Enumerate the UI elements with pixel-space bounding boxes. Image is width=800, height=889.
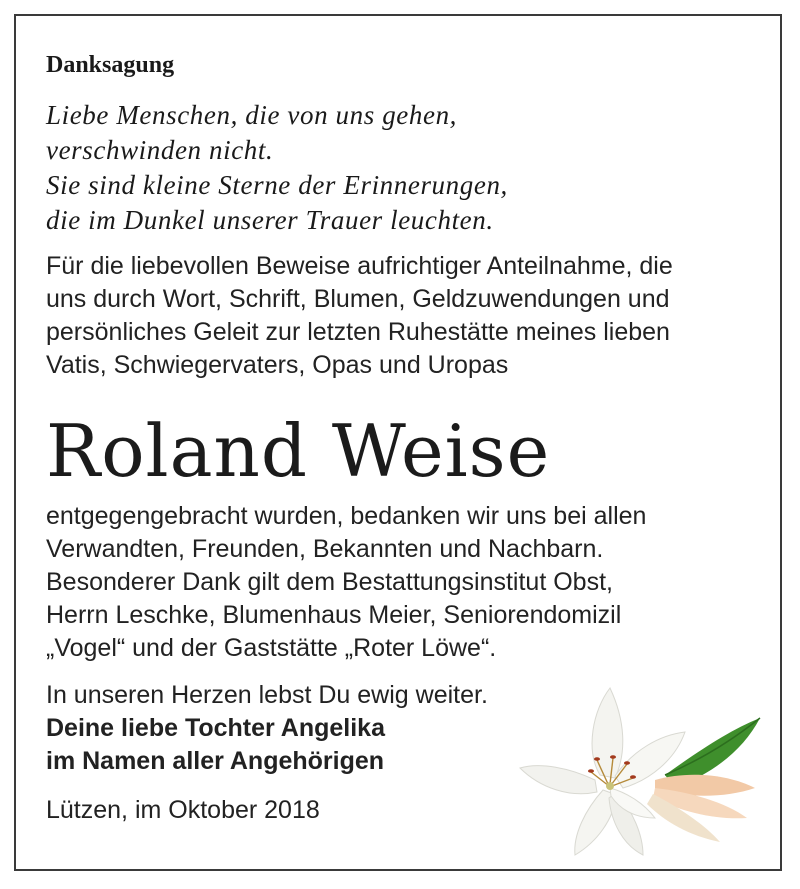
intro-line-4: Vatis, Schwiegervaters, Opas und Uropas <box>46 351 509 379</box>
lily-center <box>606 782 614 790</box>
lily-petal-top <box>592 688 623 778</box>
thanks-line-3: Besonderer Dank gilt dem Bestattungsinstitut Obst, <box>46 568 613 596</box>
intro-line-1: Für die liebevollen Beweise aufrichtiger Anteilnahme, die <box>46 252 673 280</box>
poem-line-2: verschwinden nicht. <box>46 135 274 165</box>
poem-line-4: die im Dunkel unserer Trauer leuchten. <box>46 205 494 235</box>
signature-line-2: im Namen aller Angehörigen <box>46 747 385 775</box>
notice-heading: Danksagung <box>46 52 175 78</box>
intro-line-3: persönliches Geleit zur letzten Ruhestätte meines lieben <box>46 318 670 346</box>
signature-line-1: Deine liebe Tochter Angelika <box>46 714 385 742</box>
intro-line-2: uns durch Wort, Schrift, Blumen, Geldzuwendungen und <box>46 285 670 313</box>
poem-line-3: Sie sind kleine Sterne der Erinnerungen, <box>46 170 508 200</box>
place-date: Lützen, im Oktober 2018 <box>46 796 320 824</box>
lily-flower-icon <box>515 680 775 860</box>
thanks-line-2: Verwandten, Freunden, Bekannten und Nachbarn. <box>46 535 604 563</box>
thanks-line-5: „Vogel“ und der Gaststätte „Roter Löwe“. <box>46 634 497 662</box>
deceased-name: Roland Weise <box>46 409 551 493</box>
closing-line: In unseren Herzen lebst Du ewig weiter. <box>46 681 488 709</box>
thanks-line-1: entgegengebracht wurden, bedanken wir uns bei allen <box>46 502 647 530</box>
lily-petal-left <box>520 766 597 794</box>
thanks-line-4: Herrn Leschke, Blumenhaus Meier, Seniorendomizil <box>46 601 622 629</box>
poem-line-1: Liebe Menschen, die von uns gehen, <box>46 100 458 130</box>
